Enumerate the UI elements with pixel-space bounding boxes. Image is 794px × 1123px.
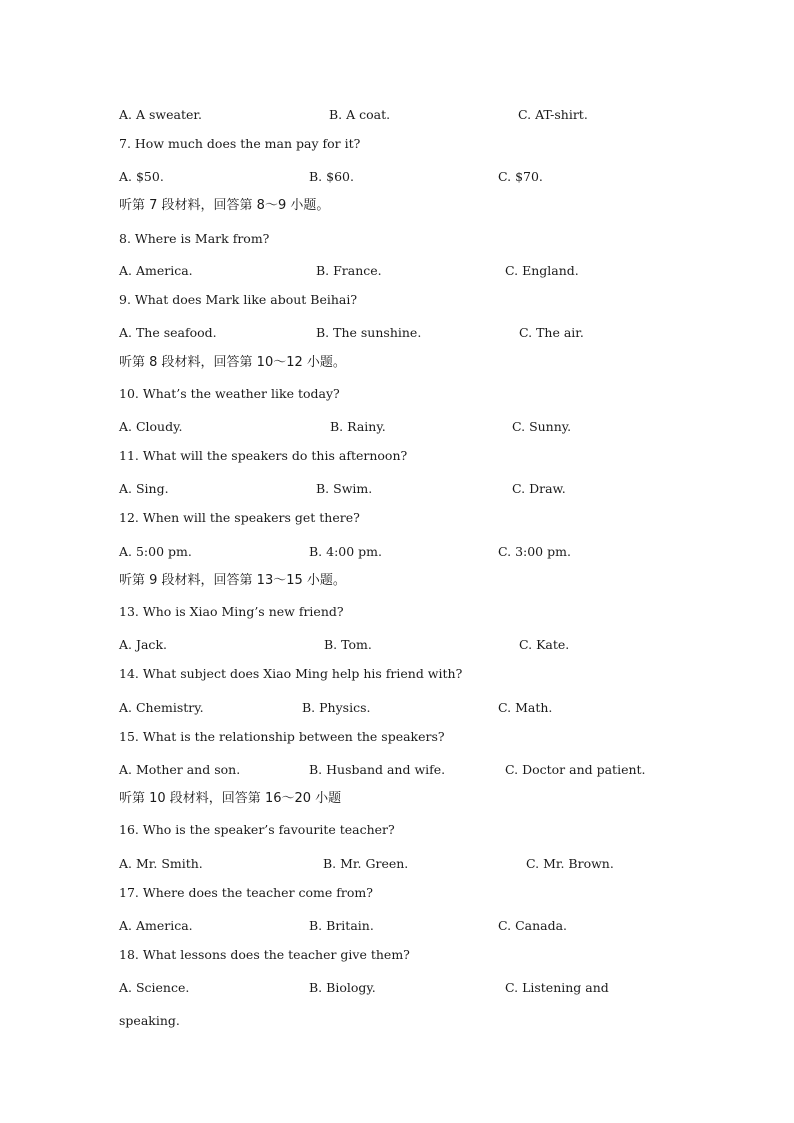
- answer-option: A. Cloudy.: [119, 419, 183, 434]
- answer-option: A. America.: [119, 263, 193, 278]
- question-text: 10. What’s the weather like today?: [119, 386, 340, 401]
- option-continuation: speaking.: [119, 1013, 180, 1028]
- answer-option: A. The seafood.: [119, 325, 217, 340]
- answer-option: A. A sweater.: [119, 107, 202, 122]
- section-instruction: 听第 8 段材料，回答第 10～12 小题。: [119, 355, 346, 370]
- question-text: 9. What does Mark like about Beihai?: [119, 292, 358, 307]
- answer-option: C. Draw.: [512, 481, 566, 496]
- answer-option: B. Swim.: [316, 481, 373, 496]
- answer-option: C. 3:00 pm.: [498, 544, 571, 559]
- answer-option: A. $50.: [119, 169, 164, 184]
- section-instruction: 听第 7 段材料，回答第 8～9 小题。: [119, 198, 330, 213]
- answer-option: B. Britain.: [309, 918, 374, 933]
- answer-option: B. France.: [316, 263, 382, 278]
- answer-option: C. $70.: [498, 169, 543, 184]
- question-text: 11. What will the speakers do this afternoon?: [119, 448, 408, 463]
- answer-option: A. Mr. Smith.: [119, 856, 203, 871]
- answer-option: B. Tom.: [324, 637, 372, 652]
- answer-option: B. Physics.: [302, 700, 371, 715]
- answer-option: A. 5:00 pm.: [119, 544, 192, 559]
- section-instruction: 听第 10 段材料，回答第 16～20 小题: [119, 791, 342, 806]
- answer-option: B. $60.: [309, 169, 354, 184]
- answer-option: A. Mother and son.: [119, 762, 241, 777]
- question-text: 17. Where does the teacher come from?: [119, 885, 373, 900]
- answer-option: A. Jack.: [119, 637, 167, 652]
- answer-option: C. England.: [505, 263, 579, 278]
- answer-option: B. Biology.: [309, 980, 376, 995]
- answer-option: A. America.: [119, 918, 193, 933]
- answer-option: B. Mr. Green.: [323, 856, 409, 871]
- answer-option: B. Rainy.: [330, 419, 386, 434]
- answer-option: C. The air.: [519, 325, 584, 340]
- answer-option: C. Sunny.: [512, 419, 572, 434]
- section-instruction: 听第 9 段材料，回答第 13～15 小题。: [119, 573, 346, 588]
- answer-option: B. Husband and wife.: [309, 762, 446, 777]
- answer-option: C. Kate.: [519, 637, 570, 652]
- answer-option: A. Sing.: [119, 481, 169, 496]
- answer-option: C. Doctor and patient.: [505, 762, 646, 777]
- question-text: 7. How much does the man pay for it?: [119, 136, 361, 151]
- answer-option: A. Chemistry.: [119, 700, 204, 715]
- question-text: 13. Who is Xiao Ming’s new friend?: [119, 604, 344, 619]
- answer-option: B. 4:00 pm.: [309, 544, 383, 559]
- question-text: 18. What lessons does the teacher give them?: [119, 947, 410, 962]
- answer-option: B. The sunshine.: [316, 325, 422, 340]
- answer-option: C. Canada.: [498, 918, 568, 933]
- answer-option: C. Math.: [498, 700, 553, 715]
- answer-option: C. Mr. Brown.: [526, 856, 614, 871]
- question-text: 15. What is the relationship between the speakers?: [119, 729, 445, 744]
- question-text: 14. What subject does Xiao Ming help his friend with?: [119, 666, 463, 681]
- answer-option: C. AT-shirt.: [518, 107, 588, 122]
- answer-option: C. Listening and: [505, 980, 609, 995]
- answer-option: B. A coat.: [329, 107, 391, 122]
- question-text: 8. Where is Mark from?: [119, 231, 270, 246]
- question-text: 12. When will the speakers get there?: [119, 510, 360, 525]
- answer-option: A. Science.: [119, 980, 190, 995]
- question-text: 16. Who is the speaker’s favourite teacher?: [119, 822, 395, 837]
